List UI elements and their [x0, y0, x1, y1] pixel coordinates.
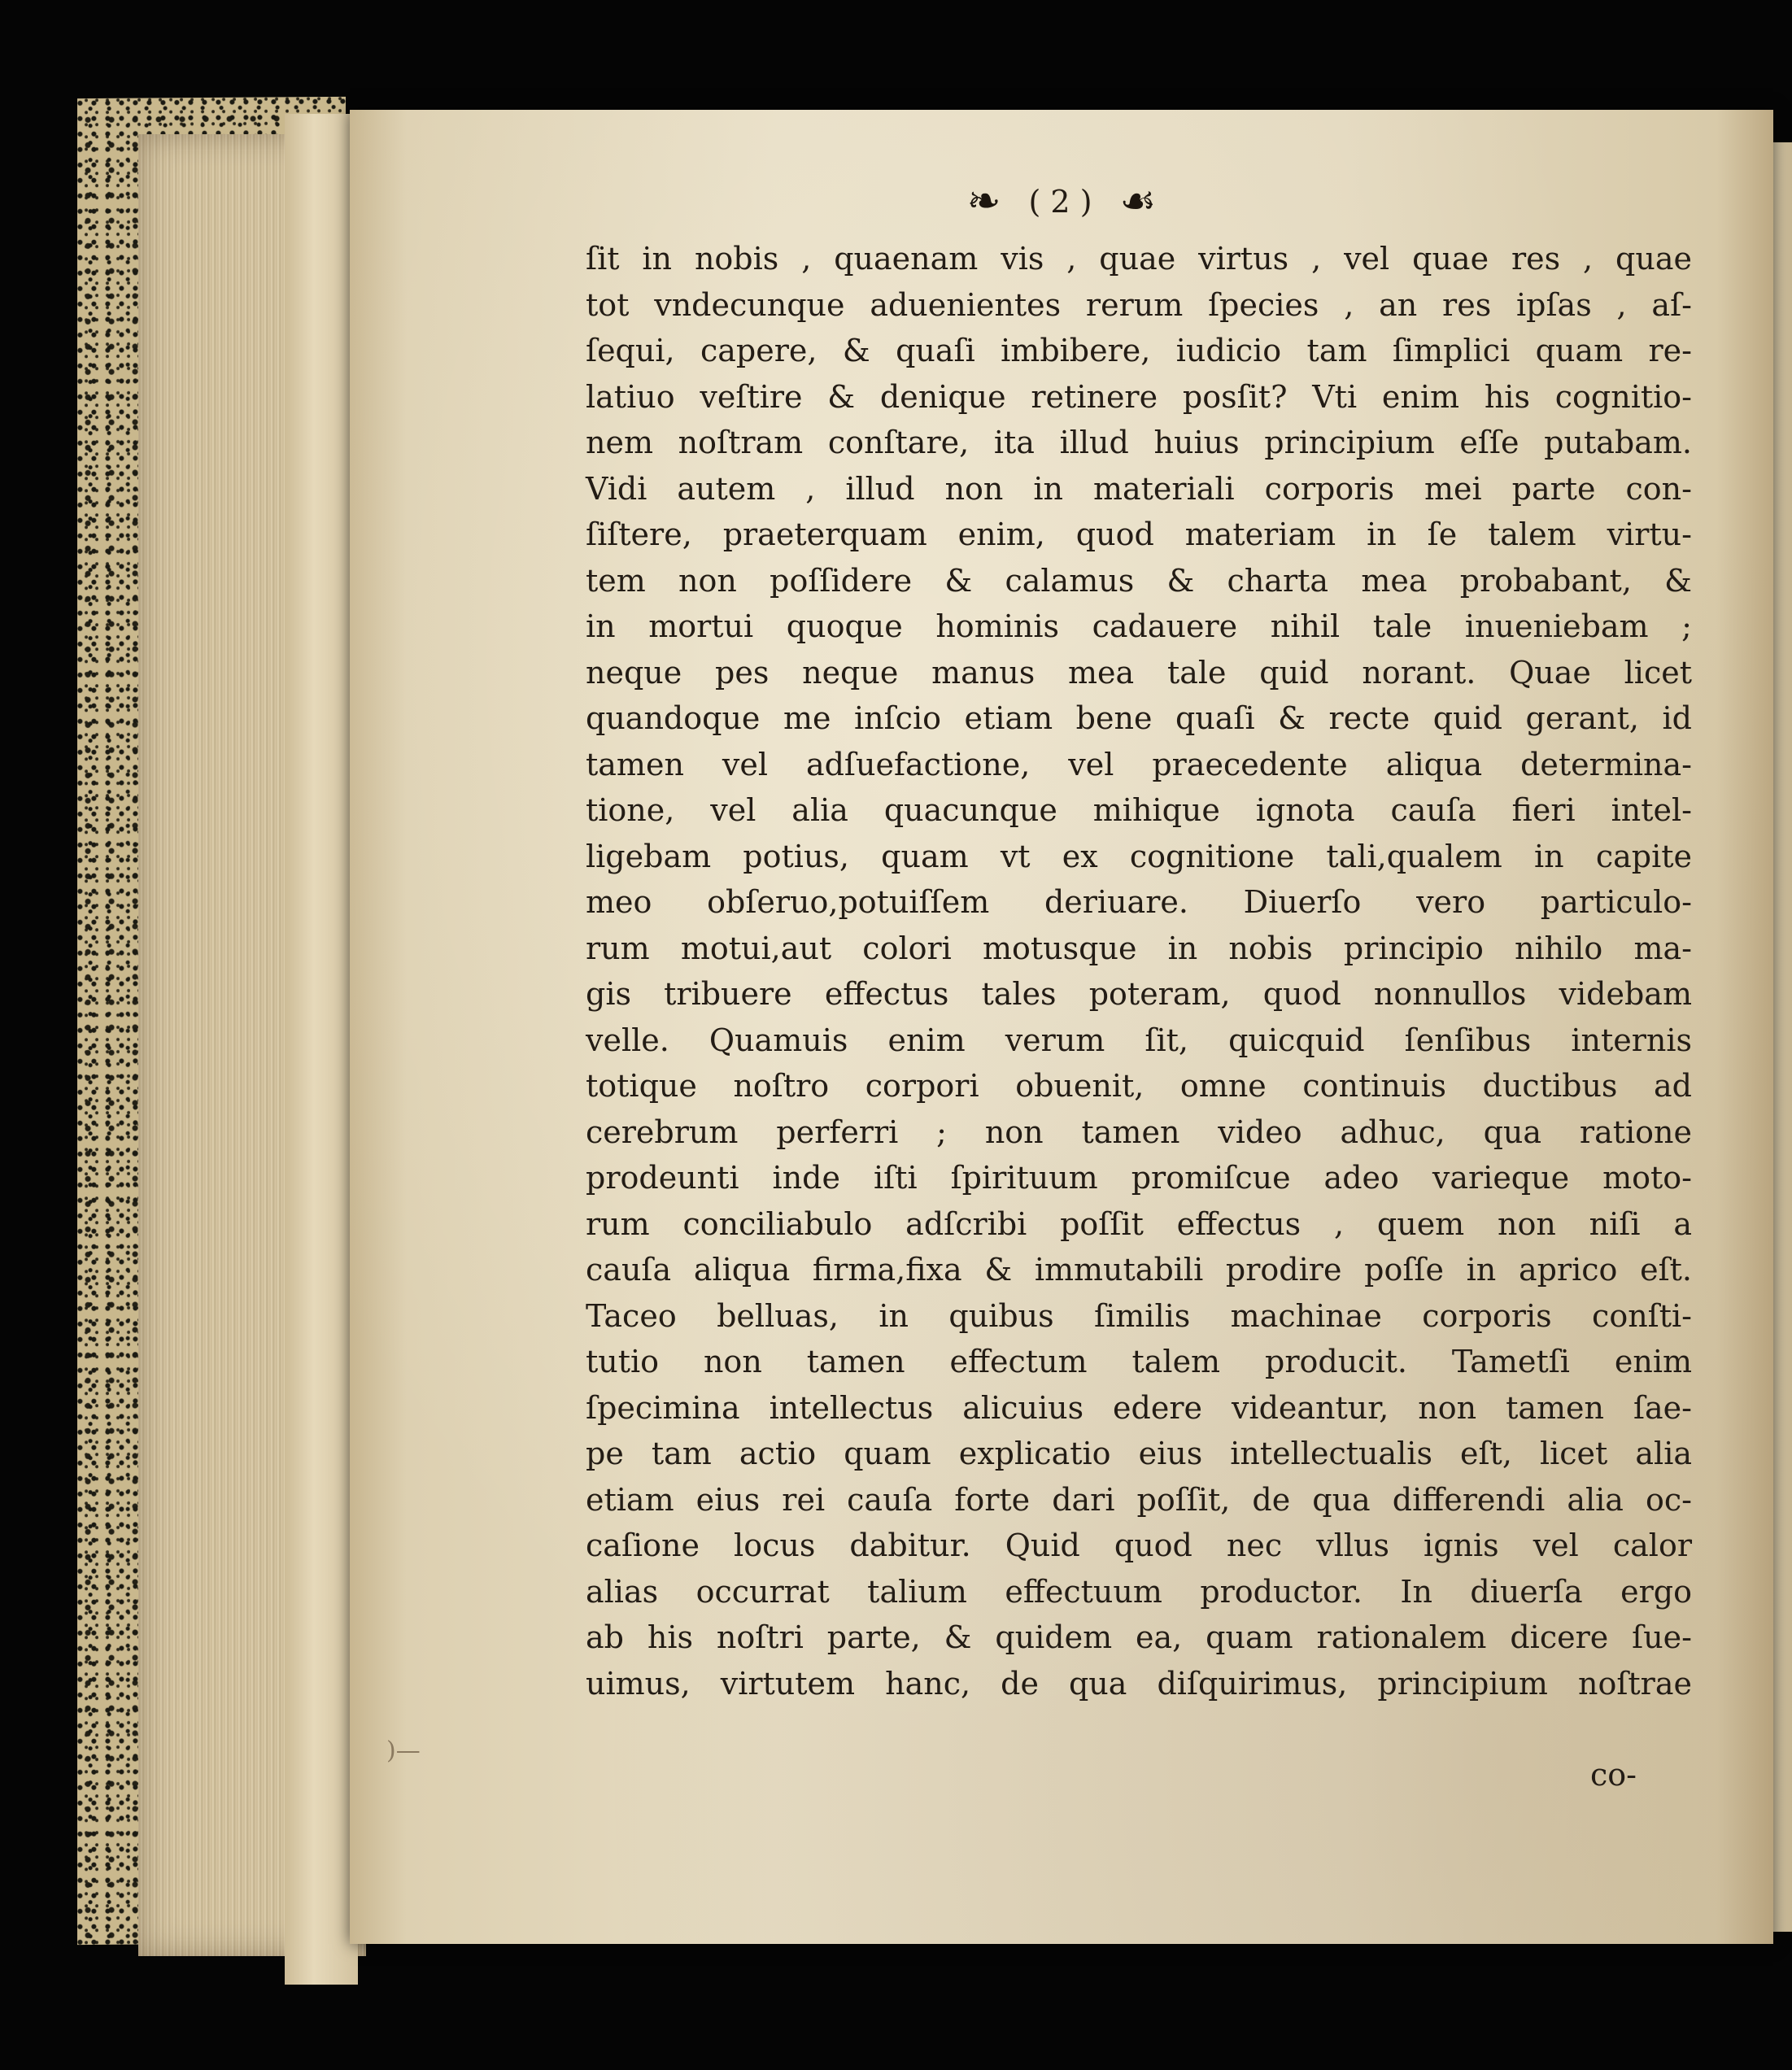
- ornament-right-icon: ☙: [1119, 177, 1157, 224]
- text-line: prodeunti inde iſti ſpirituum promiſcue adeo varieque moto-: [586, 1160, 1692, 1196]
- text-line: ligebam potius, quam vt ex cognitione tali,qualem in capite: [586, 838, 1692, 874]
- text-line: meo obſeruo,potuiſſem deriuare. Diuerſo vero particulo-: [586, 884, 1692, 920]
- text-line: ſit in nobis , quaenam vis , quae virtus , vel quae res , quae: [586, 241, 1692, 277]
- text-line: tione, vel alia quacunque mihique ignota cauſa fieri intel-: [586, 792, 1692, 828]
- text-line: velle. Quamuis enim verum ſit, quicquid ſenſibus internis: [586, 1022, 1692, 1058]
- catchword: co-: [1590, 1757, 1637, 1793]
- text-line: cerebrum perferri ; non tamen video adhuc, qua ratione: [586, 1113, 1692, 1150]
- text-line: ſiſtere, praeterquam enim, quod materiam in ſe talem virtu-: [586, 516, 1692, 552]
- text-line: tutio non tamen effectum talem producit. Tametſi enim: [586, 1344, 1692, 1379]
- margin-mark: )—: [386, 1737, 421, 1765]
- text-line: tamen vel adſuefactione, vel praecedente aliqua determina-: [586, 746, 1692, 782]
- running-header: [350, 177, 1773, 224]
- page-gutter: [285, 114, 358, 1985]
- text-line: alias occurrat talium effectuum productor. In diuerſa ergo: [586, 1573, 1692, 1610]
- text-line: neque pes neque manus mea tale quid norant. Quae licet: [586, 654, 1692, 691]
- text-line: cauſa aliqua firma,fixa & immutabili prodire poſſe in aprico eſt.: [586, 1252, 1692, 1288]
- text-line: ſpecimina intellectus alicuius edere videantur, non tamen ſae-: [586, 1389, 1692, 1426]
- text-line: nem noſtram conſtare, ita illud huius principium eſſe putabam.: [586, 425, 1692, 460]
- text-line: etiam eius rei cauſa forte dari poſſit, de qua differendi alia oc-: [586, 1481, 1692, 1518]
- text-line: in mortui quoque hominis cadauere nihil tale inueniebam ;: [586, 608, 1692, 644]
- text-line: ſequi, capere, & quaſi imbibere, iudicio tam ſimplici quam re-: [586, 333, 1692, 368]
- ornament-left-icon: ❧: [966, 177, 1001, 224]
- text-line: Taceo belluas, in quibus ſimilis machinae corporis conſti-: [586, 1297, 1692, 1334]
- text-line: rum conciliabulo adſcribi poſſit effectus , quem non niſi a: [586, 1205, 1692, 1242]
- text-line: quandoque me inſcio etiam bene quaſi & recte quid gerant, id: [586, 700, 1692, 736]
- page-body-text: [586, 236, 1692, 1706]
- text-line: totique noſtro corpori obuenit, omne continuis ductibus ad: [586, 1068, 1692, 1104]
- text-line: ab his noſtri parte, & quidem ea, quam rationalem dicere ſue-: [586, 1619, 1692, 1655]
- book-page: [350, 110, 1773, 1944]
- text-line: latiuo veſtire & denique retinere posſit? Vti enim his cognitio-: [586, 378, 1692, 415]
- text-line: pe tam actio quam explicatio eius intellectualis eſt, licet alia: [586, 1436, 1692, 1471]
- text-line: uimus, virtutem hanc, de qua diſquirimus, principium noſtrae: [586, 1665, 1692, 1702]
- page-number: ( 2 ): [1028, 184, 1092, 220]
- text-line: rum motui,aut colori motusque in nobis principio nihilo ma-: [586, 930, 1692, 966]
- text-line: tem non poſſidere & calamus & charta mea probabant, &: [586, 562, 1692, 599]
- text-line: tot vndecunque aduenientes rerum ſpecies , an res ipſas , aſ-: [586, 286, 1692, 323]
- text-line: gis tribuere effectus tales poteram, quod nonnullos videbam: [586, 976, 1692, 1012]
- text-line: caſione locus dabitur. Quid quod nec vllus ignis vel calor: [586, 1527, 1692, 1563]
- text-line: Vidi autem , illud non in materiali corporis mei parte con-: [586, 470, 1692, 507]
